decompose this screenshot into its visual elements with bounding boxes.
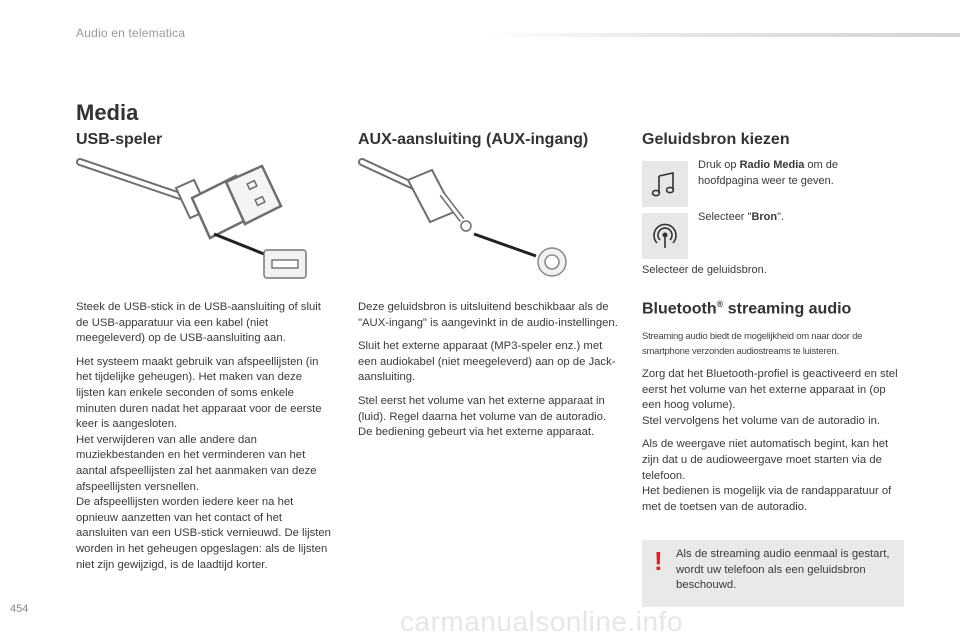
bluetooth-paragraph: Zorg dat het Bluetooth-profiel is geactiveerd en stel eerst het volume van het externe apparaat in (op een hoog volume). [642, 368, 898, 412]
bluetooth-paragraph: Als de weergave niet automatisch begint, kan het zijn dat u de audioweergave moet starten via de telefoon. [642, 438, 889, 482]
usb-heading: USB-speler [76, 131, 163, 148]
page-title: Media [76, 100, 139, 125]
bluetooth-body [642, 367, 906, 523]
usb-paragraph: Het verwijderen van alle andere dan muziekbestanden en het verminderen van het aantal afspeellijsten zal het aanmaken van deze afspeellijsten versnellen. [76, 433, 317, 493]
header-bar [480, 33, 960, 37]
step2-text: Selecteer "Bron". [698, 211, 785, 223]
radio-media-label: Radio Media [739, 159, 805, 171]
select-source-text: Selecteer de geluidsbron. [642, 264, 767, 276]
watermark: carmanualsonline.info [400, 606, 683, 637]
step1-text: Druk op Radio Media om de hoofdpagina weer te geven. [698, 159, 839, 187]
bluetooth-heading: Bluetooth® streaming audio [642, 299, 852, 318]
bluetooth-paragraph: Stel vervolgens het volume van de autoradio in. [642, 414, 881, 427]
source-signal-icon [642, 213, 688, 259]
usb-paragraph: De afspeellijsten worden iedere keer na het opnieuw aanzetten van het contact of het aansluiten van een USB-stick vernieuwd. De lijsten worden in het geheugen opgeslagen: als de lijsten niet zijn gewijzigd, is de laadtijd korter. [76, 496, 331, 571]
bron-label: Bron [751, 211, 778, 223]
aux-paragraph: Sluit het externe apparaat (MP3-speler enz.) met een audiokabel (niet meegeleverd) aan op de Jack-aansluiting. [358, 340, 616, 384]
page-number: 454 [10, 603, 29, 615]
aux-body [358, 300, 620, 449]
bluetooth-paragraph: Het bedienen is mogelijk via de randapparatuur of met de toetsen van de autoradio. [642, 485, 892, 513]
aux-paragraph: De bediening gebeurt via het externe apparaat. [358, 426, 595, 439]
usb-body [76, 300, 334, 581]
usb-plug-illustration [76, 158, 316, 280]
note-text: Als de streaming audio eenmaal is gestart, wordt uw telefoon als een geluidsbron beschouwd. [676, 548, 890, 592]
aux-paragraph: Stel eerst het volume van het externe apparaat in (luid). Regel daarna het volume van de autoradio. [358, 394, 607, 423]
aux-paragraph: Deze geluidsbron is uitsluitend beschikbaar als de "AUX-ingang" is aangevinkt in de audio-instellingen. [358, 301, 618, 329]
bluetooth-intro: Streaming audio biedt de mogelijkheid om naar door de smartphone verzonden audiostreams te luisteren. [642, 331, 863, 357]
section-header: Audio en telematica [76, 26, 186, 40]
exclamation-icon: ! [654, 546, 663, 576]
aux-jack-illustration [358, 158, 578, 280]
music-note-icon [642, 161, 688, 207]
source-heading: Geluidsbron kiezen [642, 131, 790, 148]
usb-paragraph: Steek de USB-stick in de USB-aansluiting of sluit de USB-apparatuur via een kabel (niet meegeleverd) op de USB-aansluiting aan. [76, 301, 321, 345]
usb-paragraph: Het systeem maakt gebruik van afspeellijsten (in het tijdelijke geheugen). Het maken van deze lijsten kan enkele seconden of soms enkele minuten duren nadat het apparaat voor de eerste keer is aangesloten. [76, 355, 322, 431]
aux-heading: AUX-aansluiting (AUX-ingang) [358, 131, 589, 148]
warning-note [642, 540, 904, 607]
